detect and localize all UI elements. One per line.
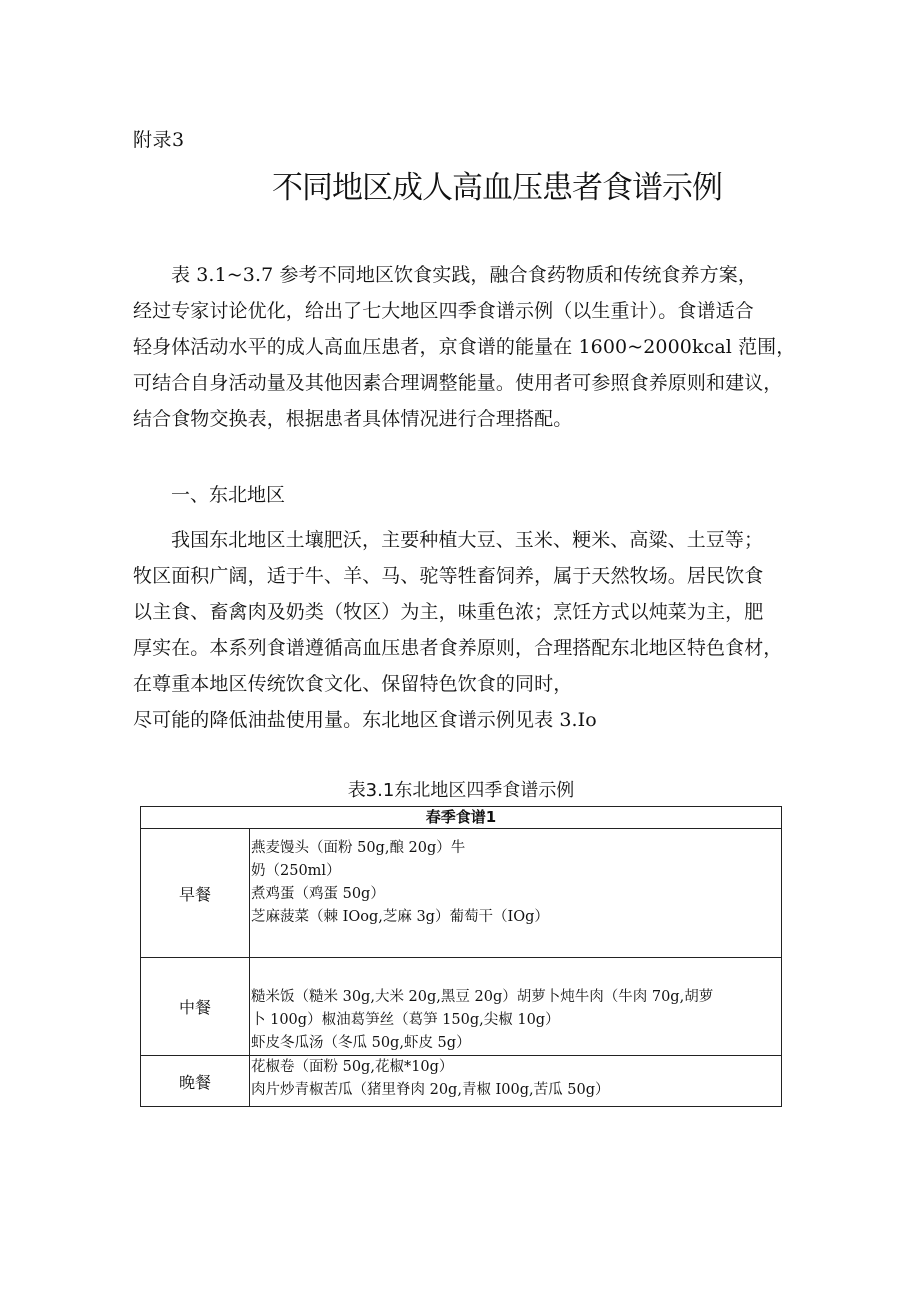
intro-line: 轻身体活动水平的成人高血压患者，京食谱的能量在 1600~2000kcal 范围， [133,336,796,358]
dish-line: 花椒卷（面粉 50g,花椒*10g） [251,1059,454,1075]
region-line: 尽可能的降低油盐使用量。东北地区食谱示例见表 3.Io [133,709,597,731]
dish-line: 肉片炒青椒苦瓜（猪里脊肉 20g,青椒 I00g,苦瓜 50g） [251,1082,610,1098]
dish-line: 煮鸡蛋（鸡蛋 50g） [251,886,385,902]
meal-name: 中餐 [141,958,250,1056]
region-line: 在尊重本地区传统饮食文化、保留特色饮食的同时， [133,673,573,695]
table-row [141,958,782,1056]
region-line: 以主食、畜禽肉及奶类（牧区）为主，味重色浓；烹饪方式以炖菜为主，肥 [133,601,764,623]
meal-dishes [250,958,782,1056]
dish-line: 糙米饭（糙米 30g,大米 20g,黑豆 20g）胡萝卜炖牛肉（牛肉 70g,胡萝 [251,989,714,1005]
intro-line: 可结合自身活动量及其他因素合理调整能量。使用者可参照食养原则和建议， [133,372,783,394]
region-paragraph [133,522,793,738]
season-header: 春季食谱1 [141,807,782,829]
table-caption: 表3.1东北地区四季食谱示例 [347,780,575,801]
intro-line: 表 3.1~3.7 参考不同地区饮食实践，融合食药物质和传统食养方案， [171,264,757,286]
region-line: 厚实在。本系列食谱遵循高血压患者食养原则，合理搭配东北地区特色食材， [133,637,783,659]
menu-table [140,806,782,1107]
table-row [141,829,782,958]
section-heading: 一、东北地区 [171,484,286,506]
intro-line: 经过专家讨论优化，给出了七大地区四季食谱示例（以生重计）。食谱适合 [133,300,754,322]
meal-dishes [250,829,782,958]
dish-line: 芝麻菠菜（棘 IOog,芝麻 3g）葡萄干（IOg） [251,909,549,925]
intro-line: 结合食物交换表，根据患者具体情况进行合理搭配。 [133,408,573,430]
dish-line: 卜 100g）椒油葛笋丝（葛笋 150g,尖椒 10g） [251,1012,560,1028]
dish-line: 虾皮冬瓜汤（冬瓜 50g,虾皮 5g） [251,1035,471,1051]
region-line: 我国东北地区土壤肥沃，主要种植大豆、玉米、粳米、高粱、土豆等； [171,529,764,551]
page-title: 不同地区成人高血压患者食谱示例 [272,170,722,206]
dish-line: 燕麦馒头（面粉 50g,酿 20g）牛 [251,840,466,856]
season-header-row [141,807,782,829]
meal-dishes [250,1056,782,1107]
intro-paragraph [133,257,796,437]
appendix-label: 附录3 [133,129,185,151]
meal-name: 早餐 [141,829,250,958]
table-row [141,1056,782,1107]
dish-line: 奶（250ml） [251,863,341,879]
region-line: 牧区面积广阔，适于牛、羊、马、驼等牲畜饲养，属于天然牧场。居民饮食 [133,565,764,587]
meal-name: 晚餐 [141,1056,250,1107]
